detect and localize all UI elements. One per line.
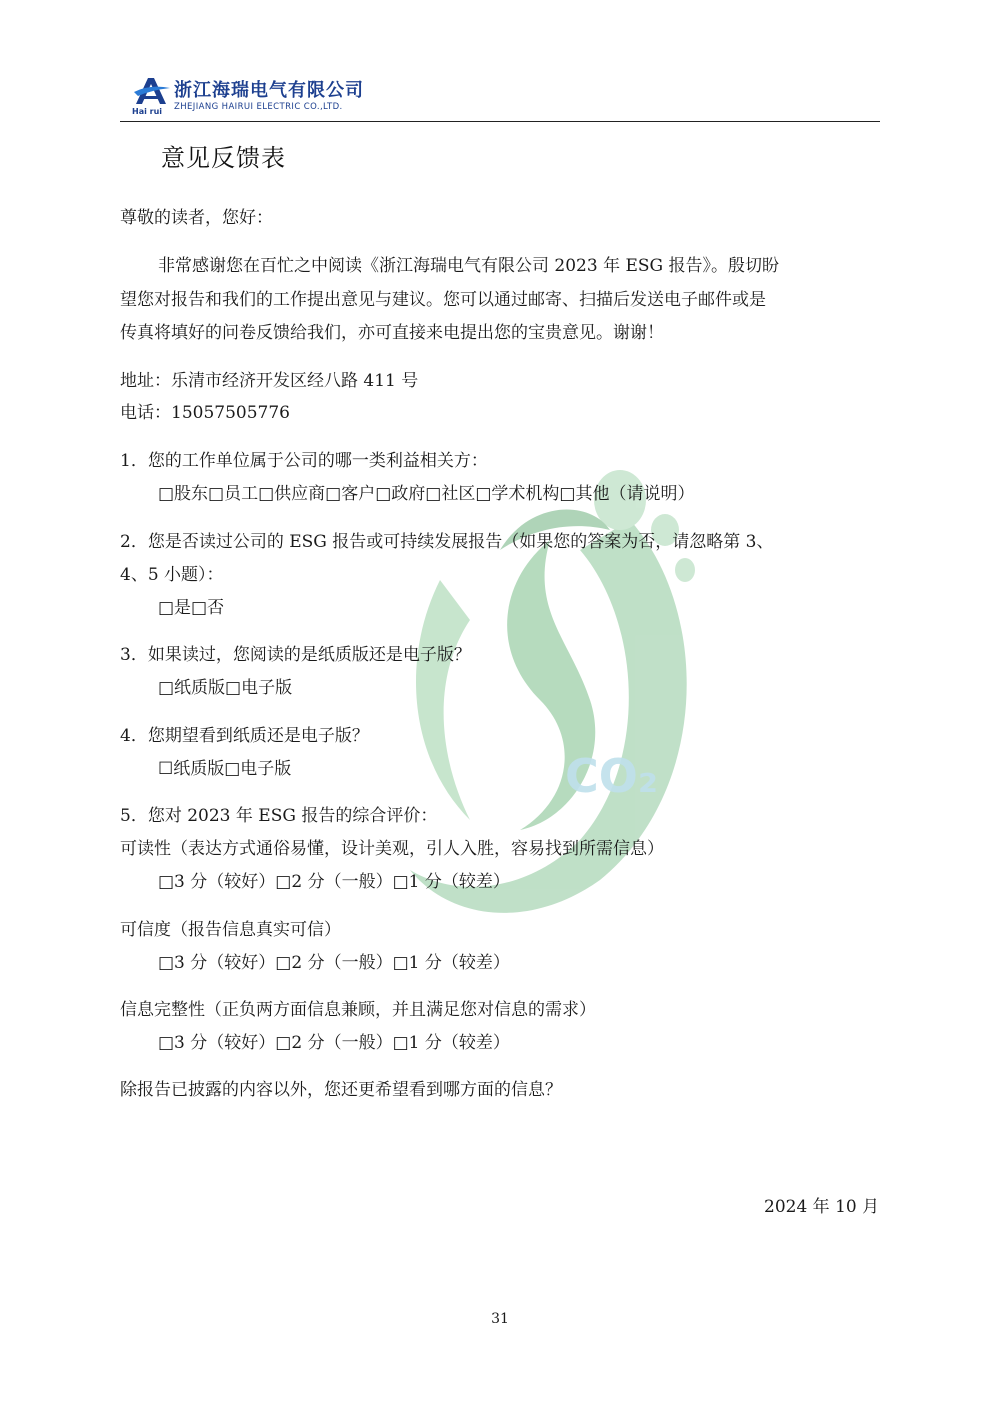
question-2-line-1: 2．您是否读过公司的 ESG 报告或可持续发展报告（如果您的答案为否，请忽略第 3、: [120, 532, 774, 552]
extra-info-question: 除报告已披露的内容以外，您还更希望看到哪方面的信息？: [120, 1080, 562, 1100]
page-title: 意见反馈表: [161, 144, 286, 172]
intro-line-3: 传真将填好的问卷反馈给我们，亦可直接来电提出您的宝贵意见。谢谢！: [120, 323, 664, 343]
company-name-cn: 浙江海瑞电气有限公司: [174, 80, 364, 101]
logo-brand-text: Hai rui: [132, 107, 163, 116]
question-1-options[interactable]: □股东□员工□供应商□客户□政府□社区□学术机构□其他（请说明）: [158, 484, 695, 504]
credibility-label: 可信度（报告信息真实可信）: [120, 920, 341, 940]
readability-options[interactable]: □3 分（较好）□2 分（一般）□1 分（较差）: [158, 872, 510, 892]
question-3-options[interactable]: □纸质版□电子版: [158, 678, 293, 698]
completeness-label: 信息完整性（正负两方面信息兼顾，并且满足您对信息的需求）: [120, 1000, 596, 1020]
question-5: 5．您对 2023 年 ESG 报告的综合评价：: [120, 806, 438, 826]
question-3: 3．如果读过，您阅读的是纸质版还是电子版？: [120, 645, 471, 665]
question-1: 1．您的工作单位属于公司的哪一类利益相关方：: [120, 451, 488, 471]
credibility-options[interactable]: □3 分（较好）□2 分（一般）□1 分（较差）: [158, 953, 510, 973]
greeting: 尊敬的读者，您好：: [120, 208, 273, 228]
company-logo: [132, 74, 372, 118]
readability-label: 可读性（表达方式通俗易懂，设计美观，引人入胜，容易找到所需信息）: [120, 839, 664, 859]
hairui-logo-icon: [132, 74, 172, 108]
page-number: 31: [491, 1311, 509, 1327]
intro-line-2: 望您对报告和我们的工作提出意见与建议。您可以通过邮寄、扫描后发送电子邮件或是: [120, 290, 766, 310]
report-date: 2024 年 10 月: [764, 1197, 880, 1217]
completeness-options[interactable]: □3 分（较好）□2 分（一般）□1 分（较差）: [158, 1033, 510, 1053]
company-name-en: ZHEJIANG HAIRUI ELECTRIC CO.,LTD.: [174, 102, 343, 112]
header-divider: [120, 121, 880, 122]
contact-address: 地址：乐清市经济开发区经八路 411 号: [120, 371, 419, 391]
question-2-line-2: 4、5 小题）：: [120, 565, 224, 585]
question-4: 4．您期望看到纸质还是电子版？: [120, 726, 369, 746]
question-4-options[interactable]: ☐纸质版□电子版: [158, 759, 292, 779]
intro-line-1: 非常感谢您在百忙之中阅读《浙江海瑞电气有限公司 2023 年 ESG 报告》。殷切盼: [158, 256, 780, 276]
contact-phone: 电话：15057505776: [120, 403, 290, 423]
question-2-options[interactable]: □是□否: [158, 598, 225, 618]
watermark-co2-text: CO₂: [565, 749, 659, 803]
